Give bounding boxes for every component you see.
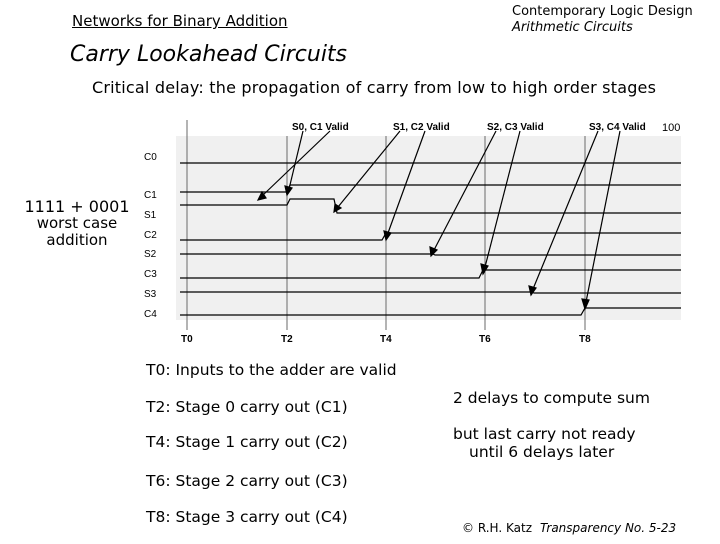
signal-c1: C1 [144, 190, 157, 201]
side-label-addition: addition [46, 231, 108, 249]
note-carry-not-ready: but last carry not ready [453, 425, 636, 443]
note-t0: T0: Inputs to the adder are valid [146, 361, 397, 379]
chapter-name: Arithmetic Circuits [512, 20, 633, 35]
tick-t4: T4 [380, 334, 392, 345]
label-s0-c1-valid: S0, C1 Valid [292, 122, 349, 133]
signal-c0: C0 [144, 152, 157, 163]
label-s3-c4-valid: S3, C4 Valid [589, 122, 646, 133]
note-t2: T2: Stage 0 carry out (C1) [146, 398, 348, 416]
tick-t2: T2 [281, 334, 293, 345]
signal-c2: C2 [144, 230, 157, 241]
signal-c3: C3 [144, 269, 157, 280]
tick-t6: T6 [479, 334, 491, 345]
side-label-case: worst case [36, 214, 118, 232]
footer-transparency: Transparency No. 5-23 [540, 521, 677, 535]
section-title: Networks for Binary Addition [72, 12, 288, 30]
note-t8: T8: Stage 3 carry out (C4) [146, 508, 348, 526]
signal-s1: S1 [144, 210, 157, 221]
course-name: Contemporary Logic Design [512, 4, 693, 19]
note-six-delays: until 6 delays later [469, 443, 615, 461]
footer-author: © R.H. Katz [462, 521, 532, 535]
tick-t0: T0 [181, 334, 193, 345]
tick-t8: T8 [579, 334, 591, 345]
signal-s3: S3 [144, 289, 157, 300]
label-100: 100 [662, 122, 681, 134]
note-t6: T6: Stage 2 carry out (C3) [146, 472, 348, 490]
note-sum-delay: 2 delays to compute sum [453, 389, 650, 407]
signal-c4: C4 [144, 309, 157, 320]
label-s2-c3-valid: S2, C3 Valid [487, 122, 544, 133]
note-t4: T4: Stage 1 carry out (C2) [146, 433, 348, 451]
signal-s2: S2 [144, 249, 157, 260]
side-label-sum: 1111 + 0001 [24, 197, 130, 216]
label-s1-c2-valid: S1, C2 Valid [393, 122, 450, 133]
slide-subtitle: Critical delay: the propagation of carry from low to high order stages [92, 78, 657, 97]
slide-title: Carry Lookahead Circuits [70, 42, 348, 67]
